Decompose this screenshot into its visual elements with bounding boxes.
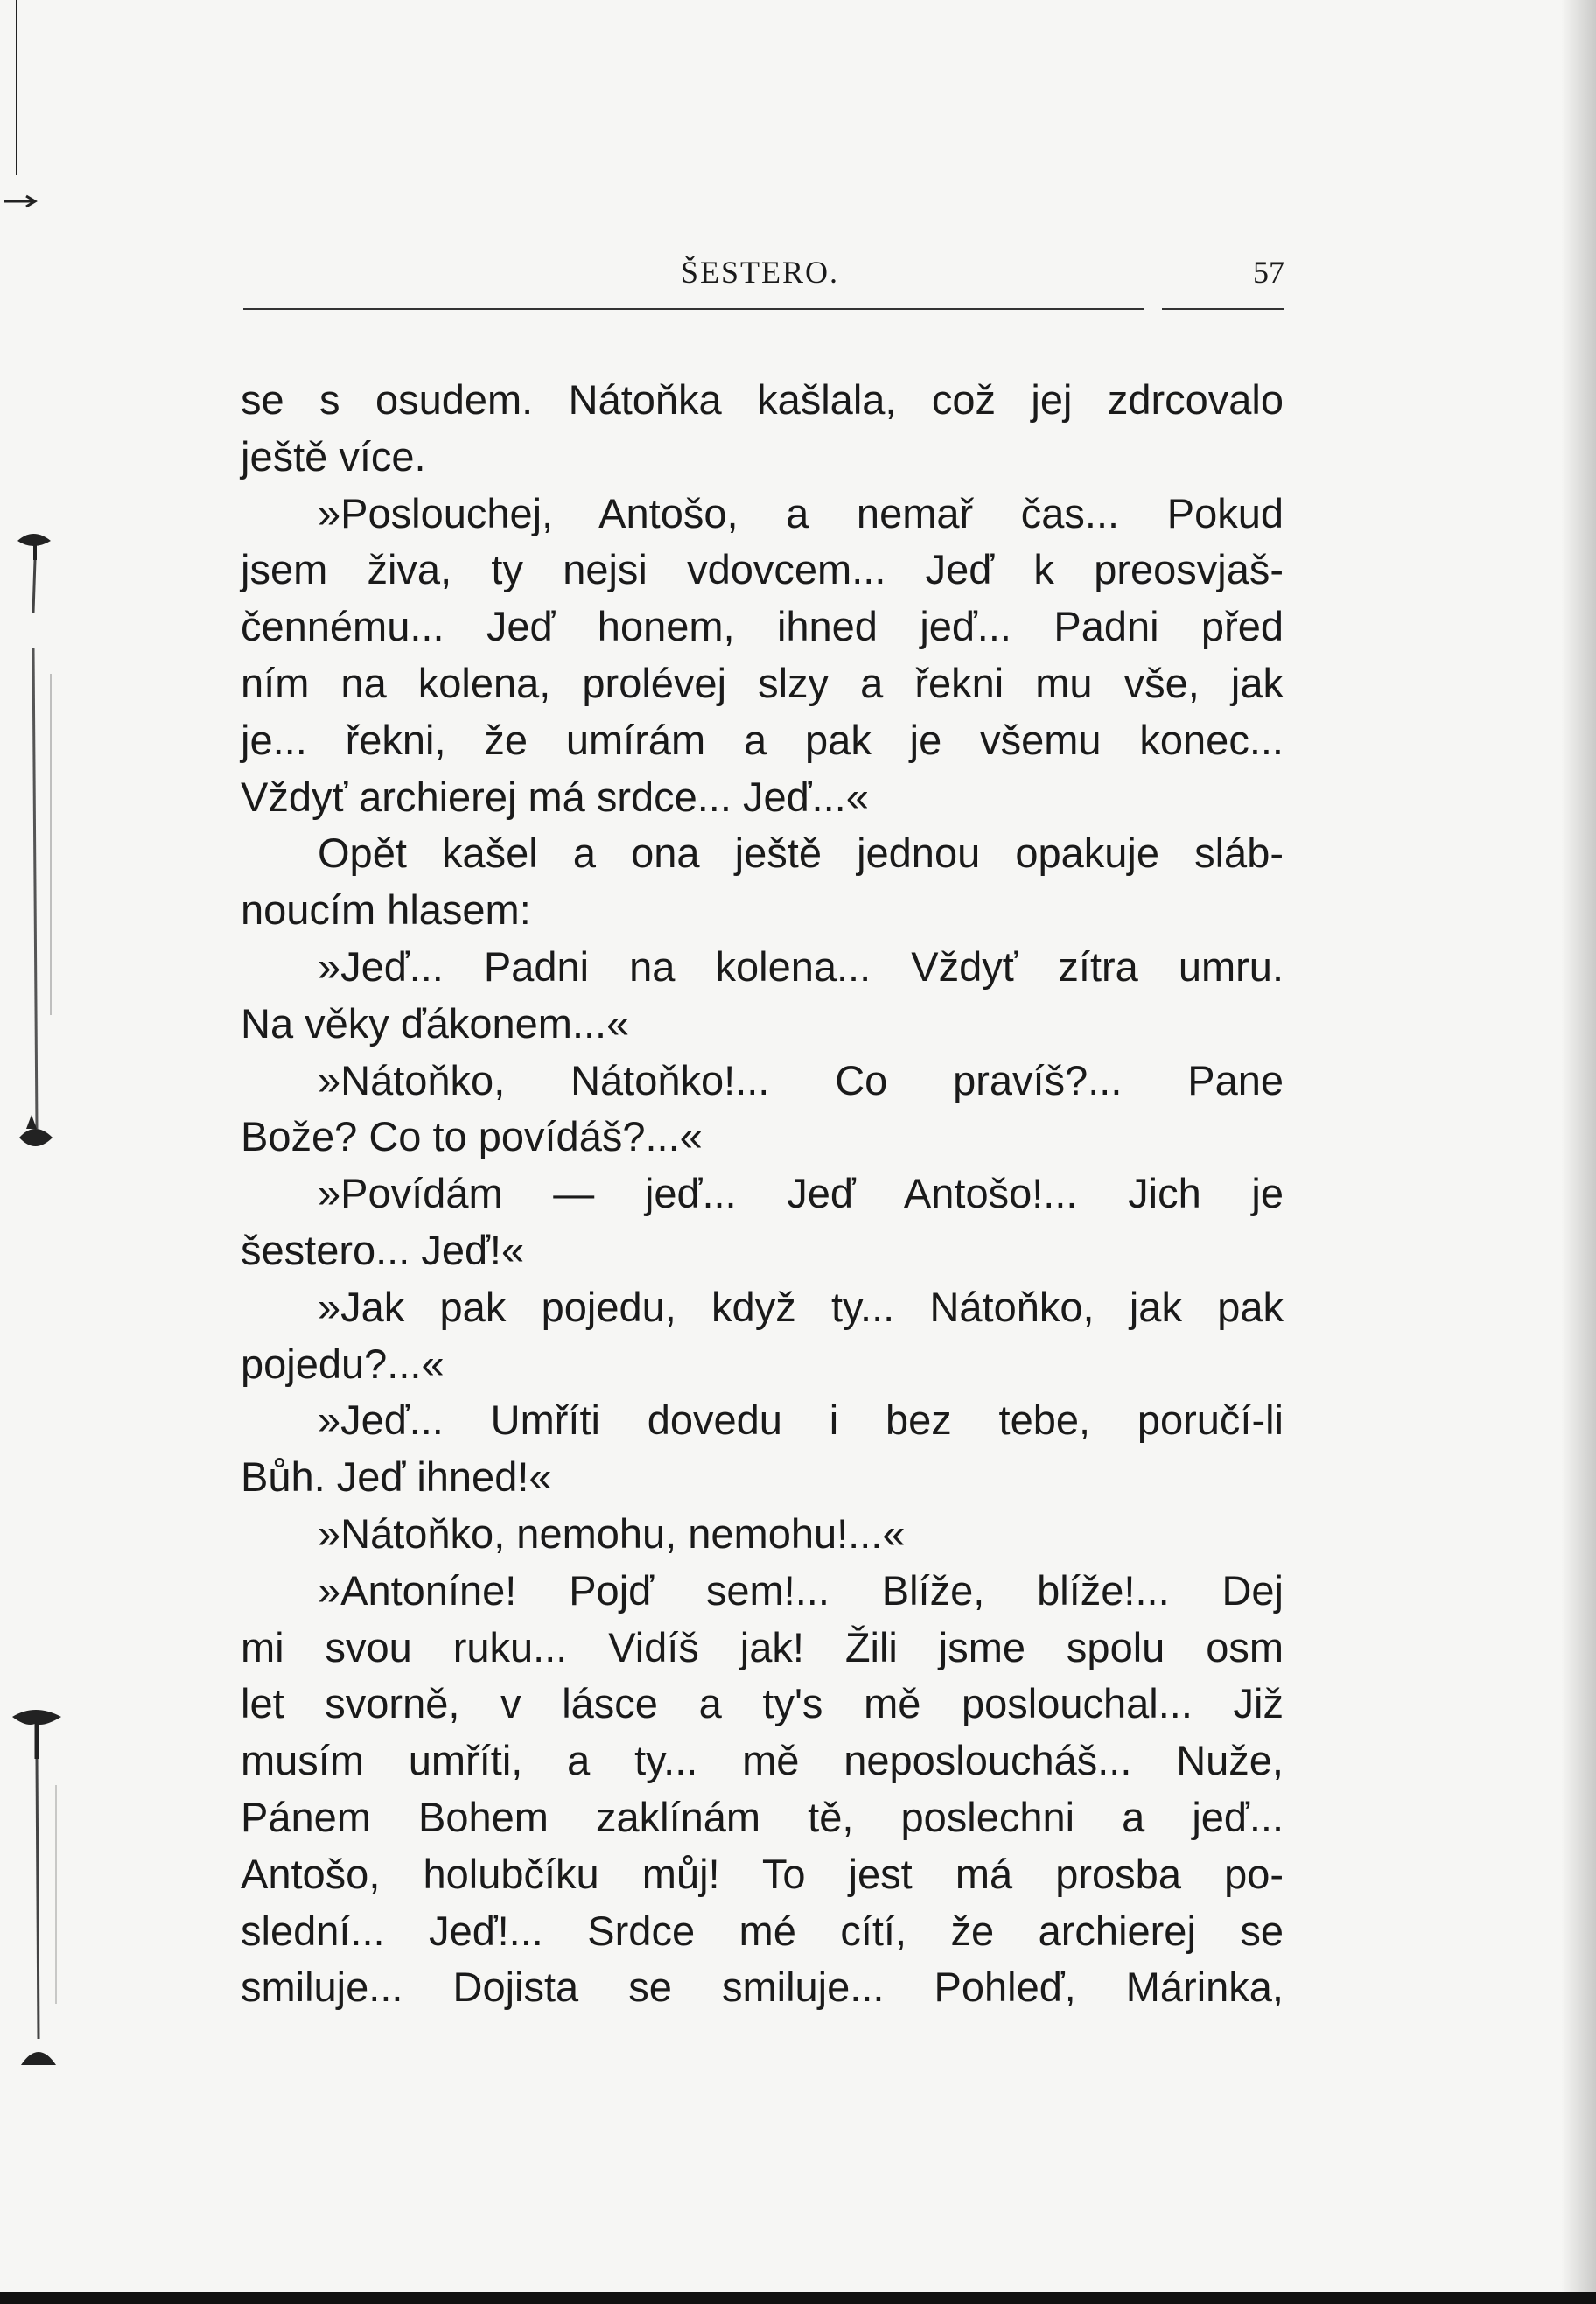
bookmark-ribbon-icon-lower: [0, 1706, 96, 2074]
text-line: Bůh. Jeď ihned!«: [241, 1453, 552, 1501]
text-line: jsem živa, ty nejsi vdovcem... Jeď k preosvjaš-: [241, 546, 1284, 593]
text-line: slední... Jeď!... Srdce mé cítí, že archierej se: [241, 1907, 1284, 1954]
running-title: ŠESTERO.: [681, 255, 840, 290]
text-line: musím umříti, a ty... mě neposloucháš... Nuže,: [241, 1737, 1284, 1784]
text-line: Na věky ďákonem...«: [241, 999, 630, 1047]
text-line: »Jak pak pojedu, když ty... Nátoňko, jak pak: [318, 1283, 1284, 1330]
text-line: »Nátoňko, Nátoňko!... Co pravíš?... Pane: [318, 1056, 1284, 1103]
text-line: noucím hlasem:: [241, 886, 531, 934]
body-text: [241, 372, 1284, 2016]
running-header: [243, 254, 1284, 315]
text-line: Bože? Co to povídáš?...«: [241, 1113, 703, 1160]
text-line: »Povídám — jeď... Jeď Antošo!... Jich je: [318, 1170, 1284, 1217]
text-line: »Nátoňko, nemohu, nemohu!...«: [318, 1509, 906, 1557]
text-line: »Jeď... Padni na kolena... Vždyť zítra umru.: [318, 942, 1284, 990]
text-line: je... řekni, že umírám a pak je všemu konec...: [241, 716, 1284, 763]
bookmark-ribbon-icon: [0, 525, 96, 1155]
margin-mark-icon: [0, 193, 96, 210]
text-line: »Jeď... Umříti dovedu i bez tebe, poručí-li: [318, 1397, 1284, 1444]
text-line: Antošo, holubčíku můj! To jest má prosba po-: [241, 1850, 1284, 1897]
text-line: »Antoníne! Pojď sem!... Blíže, blíže!... Dej: [318, 1566, 1284, 1614]
scan-bottom-edge: [0, 2292, 1596, 2304]
text-line: »Poslouchej, Antošo, a nemař čas... Pokud: [318, 489, 1284, 536]
text-line: šestero... Jeď!«: [241, 1226, 525, 1273]
text-line: Opět kašel a ona ještě jednou opakuje sláb-: [318, 830, 1284, 877]
header-rule: [243, 308, 1144, 310]
text-line: čennému... Jeď honem, ihned jeď... Padni před: [241, 603, 1284, 650]
text-line: mi svou ruku... Vidíš jak! Žili jsme spolu osm: [241, 1623, 1284, 1670]
text-line: se s osudem. Nátoňka kašlala, což jej zdrcovalo: [241, 376, 1284, 423]
header-rule-number: [1162, 308, 1284, 310]
text-line: ním na kolena, prolévej slzy a řekni mu vše, jak: [241, 659, 1284, 706]
text-line: pojedu?...«: [241, 1340, 444, 1387]
scan-left-edge: [16, 0, 18, 175]
page-number: 57: [1253, 255, 1284, 290]
text-line: let svorně, v lásce a ty's mě poslouchal... Již: [241, 1680, 1284, 1727]
scan-right-edge: [1561, 0, 1596, 2304]
text-line: smiluje... Dojista se smiluje... Pohleď, Márinka,: [241, 1964, 1284, 2011]
text-line: ještě více.: [241, 432, 426, 480]
text-line: Pánem Bohem zaklínám tě, poslechni a jeď...: [241, 1793, 1284, 1840]
text-line: Vždyť archierej má srdce... Jeď...«: [241, 773, 869, 820]
